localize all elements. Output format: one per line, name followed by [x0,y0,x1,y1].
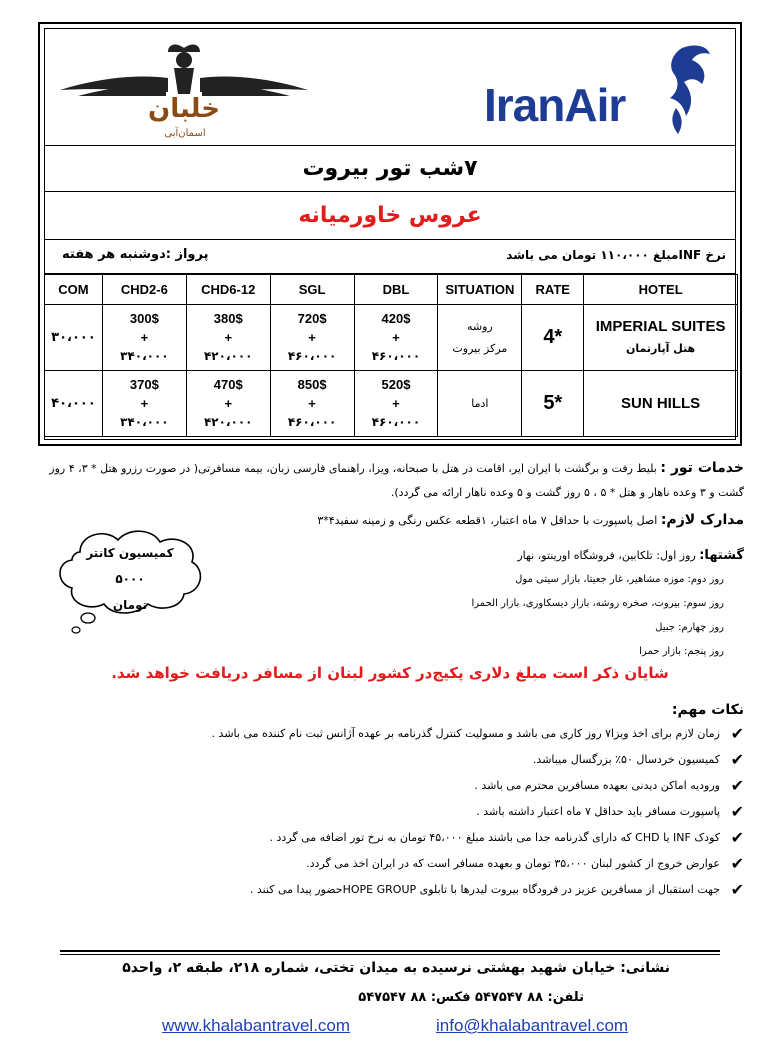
situation-cell [438,305,522,371]
usd-price: 370$ [129,377,159,392]
footer-divider [60,950,720,952]
column-header: HOTEL [584,275,738,305]
day-item: روز دوم: موزه مشاهیر، غار جعیتا، بازار سیتی مول [515,574,724,585]
tip-text: کمیسیون خردسال ۵۰٪ بزرگسال میباشد. [532,753,720,766]
plus-sign: + [392,330,400,345]
khalaban-logo [58,34,310,140]
page-title: ۷شب تور بیروت [302,156,478,181]
column-header: CHD2-6 [102,275,186,305]
list-item [60,852,744,878]
website-link[interactable]: www.khalabantravel.com [162,1016,351,1035]
list-item [60,878,744,904]
table-header-row [45,275,738,305]
rate-cell: 5* [522,371,584,437]
usd-price: 470$ [213,377,243,392]
table-row [45,371,738,437]
tip-text: کودک INF یا CHD که دارای گذرنامه جدا می باشند مبلغ ۴۵،۰۰۰ تومان به نرخ تور اضافه می گردد . [269,831,720,844]
khalaban-subtext: اسمان‌آبی [164,128,206,139]
toman-price: ۴۶۰،۰۰۰ [371,349,421,363]
day-item: روز اول: تلکابین، فروشگاه اورینتو، نهار [517,549,696,562]
inf-price: نرخ INFمبلغ ۱۱۰،۰۰۰ تومان می باشد [506,248,726,262]
plus-sign: + [140,330,149,345]
usd-price: 380$ [213,311,243,326]
usd-price: 850$ [297,377,327,392]
price-cell [270,371,354,437]
list-item [60,800,744,826]
situation-line: مرکز بیروت [452,341,508,355]
hotel-cell [584,371,738,437]
list-item [60,722,744,748]
checkmark-icon: ✔ [730,776,744,795]
checkmark-icon: ✔ [730,828,744,847]
day-item: روز چهارم: جبیل [655,622,724,633]
toman-price: ۴۶۰،۰۰۰ [287,415,337,429]
column-header: SGL [270,275,354,305]
toman-price: ۴۲۰،۰۰۰ [203,415,253,429]
commission-cell: ۳۰،۰۰۰ [45,305,103,371]
checkmark-icon: ✔ [730,802,744,821]
title-row [44,146,736,192]
hotel-name: IMPERIAL SUITES [595,317,726,335]
subtitle-row [44,192,736,240]
tip-text: ورودیه اماکن دیدنی بعهده مسافرین محترم می باشد . [474,779,720,792]
toman-price: ۴۶۰،۰۰۰ [287,349,337,363]
situation-cell [438,371,522,437]
toman-price: ۳۴۰،۰۰۰ [120,415,169,429]
documents-text: اصل پاسپورت با حداقل ۷ ماه اعتبار، ۱قطعه عکس رنگی و زمینه سفید۴*۳ [317,514,658,527]
plus-sign: + [224,330,233,345]
commission-line: کمیسیون کانتر ۵۰۰۰ [86,546,174,586]
price-cell [186,305,270,371]
info-row [44,240,736,274]
checkmark-icon: ✔ [730,724,744,743]
tip-text: جهت استقبال از مسافرین عزیز در فرودگاه بیروت لیدرها با تابلوی HOPE GROUPحضور پیدا می کنند . [249,883,720,896]
header-frame [38,22,742,446]
column-header: SITUATION [438,275,522,305]
logo-row [44,28,736,146]
khalaban-wordmark: خلبان [148,94,220,124]
services-text: بلیط رفت و برگشت با ایران ایر، اقامت در هتل با صبحانه، ویزا، راهنمای فارسی زبان، بیمه مسافرتی( در صورت رزرو هتل * ۳، ۴ روز گشت و ۳ وعده ناهار و هتل * ۵ ، ۵ روز گشت و ۵ وعده ناهار ارائه می گردد). [49,462,744,499]
tip-text: پاسپورت مسافر باید حداقل ۷ ماه اعتبار داشته باشد . [476,805,720,818]
hotel-name: SUN HILLS [621,394,701,412]
price-cell [354,371,438,437]
commission-text [70,540,190,618]
khalaban-wings-icon [58,34,310,140]
tip-text: عوارض خروج از کشور لبنان ۳۵،۰۰۰ تومان و بعهده مسافر است که در ایران اخذ می گردد. [306,857,720,870]
documents-section [200,512,744,528]
toman-price: ۴۶۰،۰۰۰ [371,415,421,429]
table-row [45,305,738,371]
excursions-label: گشتها: [699,548,744,563]
services-section [32,456,744,505]
checkmark-icon: ✔ [730,750,744,769]
price-cell [270,305,354,371]
footer-address: نشانی: خیابان شهید بهشتی نرسیده به میدان تختی، شماره ۲۱۸، طبقه ۲، واحد۵ [122,960,670,976]
tips-title: نکات مهم: [671,702,744,718]
price-cell [102,371,186,437]
usd-price: 300$ [129,311,159,326]
list-item [60,826,744,852]
commission-line: تومان [112,598,148,612]
price-cell [186,371,270,437]
toman-price: ۴۲۰،۰۰۰ [203,349,253,363]
iranair-logo [484,38,714,138]
plus-sign: + [308,330,316,345]
price-cell [354,305,438,371]
column-header: RATE [522,275,584,305]
column-header: CHD6-12 [186,275,270,305]
plus-sign: + [224,396,233,411]
iranair-wordmark: IranAir [484,79,626,131]
day-item: روز پنجم: بازار حمرا [639,646,724,657]
dollar-note: شایان ذکر است مبلغ دلاری پکیج‌در کشور لبنان از مسافر دریافت خواهد شد. [111,664,669,682]
excursions-section [384,544,744,664]
situation-line: ادما [471,396,489,410]
list-item [60,748,744,774]
footer-divider [60,954,720,955]
situation-line: روشه [466,319,493,333]
commission-cloud [50,522,210,642]
hotel-type: هتل آپارتمان [626,341,696,355]
rates-table [44,274,738,437]
services-label: خدمات تور : [660,460,744,476]
column-header: DBL [354,275,438,305]
usd-price: 520$ [381,377,411,392]
email-link[interactable]: info@khalabantravel.com [436,1016,629,1035]
usd-price: 420$ [381,311,411,326]
rate-cell: 4* [522,305,584,371]
checkmark-icon: ✔ [730,854,744,873]
commission-cell: ۴۰،۰۰۰ [45,371,103,437]
hotel-cell [584,305,738,371]
day-item: روز سوم: بیروت، صخره روشه، بازار دیسکاوری، بازار الحمرا [471,598,724,609]
list-item [60,774,744,800]
column-header: COM [45,275,103,305]
plus-sign: + [392,396,400,411]
documents-label: مدارک لازم: [660,512,744,528]
homa-bird-icon [662,38,714,138]
plus-sign: + [140,396,149,411]
price-cell [102,305,186,371]
tip-text: زمان لازم برای اخذ ویزا۷ روز کاری می باشد و مسولیت کنترل گذرنامه بر عهده آژانس ثبت نام کننده می باشد . [211,727,720,740]
page-subtitle: عروس خاورمیانه [298,203,482,228]
tips-list [60,722,744,904]
usd-price: 720$ [297,311,327,326]
toman-price: ۳۴۰،۰۰۰ [120,349,169,363]
plus-sign: + [308,396,316,411]
flight-schedule: پرواز :دوشنبه هر هفته [62,247,209,262]
footer-phones: تلفن: ۸۸ ۵۴۷۵۴۷ فکس: ۸۸ ۵۴۷۵۴۷ [358,990,584,1005]
checkmark-icon: ✔ [730,880,744,899]
